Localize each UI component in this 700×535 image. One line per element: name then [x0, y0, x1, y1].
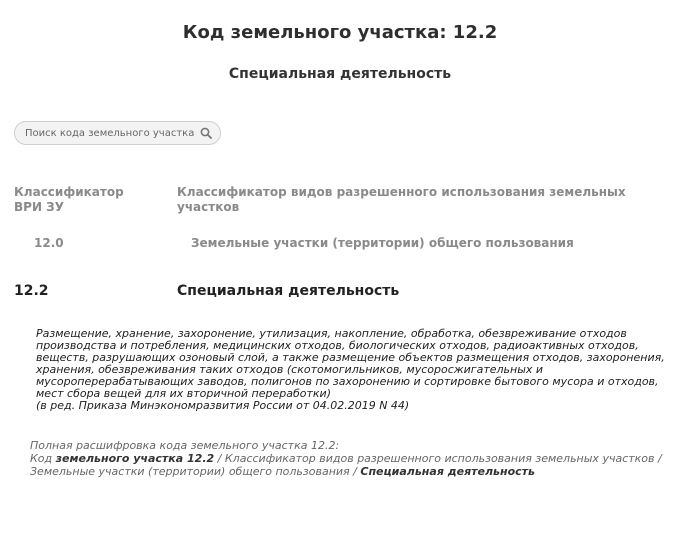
description-block: [36, 328, 666, 412]
parent-row-code[interactable]: 12.0: [34, 236, 64, 250]
current-row-name: Специальная деятельность: [177, 283, 400, 299]
breakdown-path: [30, 452, 670, 478]
code-breakdown: [30, 439, 670, 478]
breakdown-code: земельного участка 12.2: [55, 452, 215, 465]
search-box[interactable]: [14, 121, 221, 145]
search-icon[interactable]: [200, 127, 212, 139]
breakdown-prefix: Код: [30, 452, 56, 465]
column-header-code: Классификатор ВРИ ЗУ: [14, 185, 124, 214]
description-text: Размещение, хранение, захоронение, утилизация, накопление, обработка, обезвреживание отходов производства и потребления, медицинских отходов, биологических отходов, радиоактивных отходов, веществ, разрушающих озоновый слой, а также размещение объектов размещения отходов, захоронения, хранения, обезвреживания таких отходов (скотомогильников, мусоросжигательных и мусороперерабатывающих заводов, полигонов по захоронению и сортировке бытового мусора и отходов, мест сбора вещей для их вторичной переработки): [36, 327, 665, 400]
breakdown-separator: / Классификатор видов разрешенного использования земельных участков / Земельные участки (территории) общего пользования /: [30, 452, 662, 478]
current-row-code: 12.2: [14, 283, 49, 299]
column-header-name: Классификатор видов разрешенного использования земельных участков: [177, 185, 626, 214]
parent-row-name[interactable]: Земельные участки (территории) общего пользования: [191, 236, 574, 250]
search-input[interactable]: [25, 125, 195, 141]
breakdown-intro: Полная расшифровка кода земельного участка 12.2:: [30, 439, 340, 452]
description-amendment: (в ред. Приказа Минэкономразвития России от 04.02.2019 N 44): [36, 399, 410, 412]
page-subtitle: Специальная деятельность: [228, 66, 452, 82]
breakdown-name: Специальная деятельность: [360, 465, 535, 478]
page-title: Код земельного участка: 12.2: [182, 22, 498, 43]
